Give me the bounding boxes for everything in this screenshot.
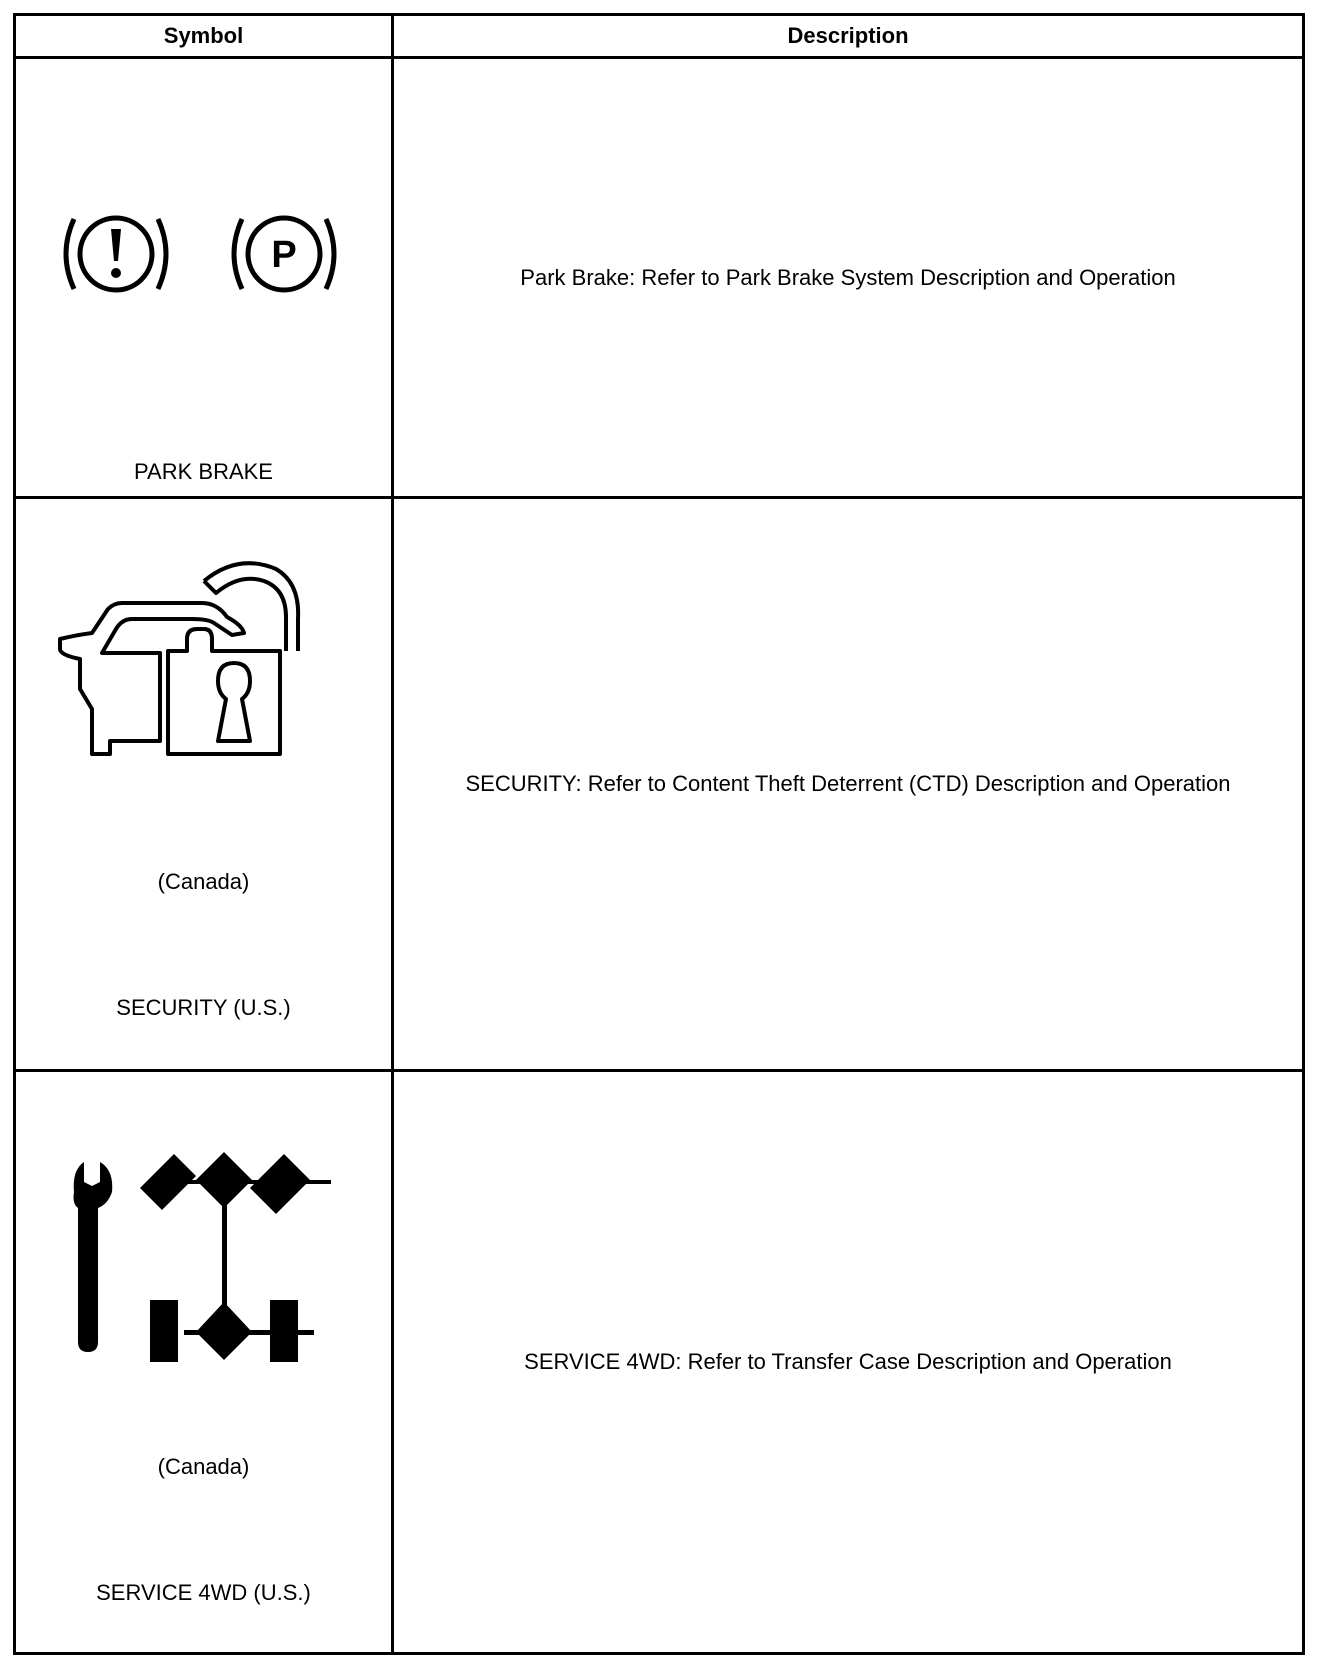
description-cell: Park Brake: Refer to Park Brake System Description and Operation [520,264,1176,290]
service-4wd-icon [66,1152,346,1362]
symbol-caption: (Canada) [157,869,250,894]
description-cell: SERVICE 4WD: Refer to Transfer Case Description and Operation [524,1349,1172,1374]
symbol-caption: SECURITY (U.S.) [116,995,291,1020]
symbol-table [13,13,1305,1655]
symbol-caption: PARK BRAKE [134,459,273,484]
header-description: Description [787,23,909,48]
park-brake-icon [56,209,346,299]
security-lock-icon [52,559,352,779]
symbol-cell-park-brake [16,59,391,496]
symbol-caption: SERVICE 4WD (U.S.) [96,1580,311,1605]
symbol-caption: (Canada) [157,1454,250,1479]
header-symbol: Symbol [163,23,244,48]
symbol-cell-service-4wd [16,1072,391,1652]
symbol-cell-security [16,499,391,1069]
svg-text:P: P [271,234,297,276]
description-cell: SECURITY: Refer to Content Theft Deterrent (CTD) Description and Operation [465,771,1231,796]
